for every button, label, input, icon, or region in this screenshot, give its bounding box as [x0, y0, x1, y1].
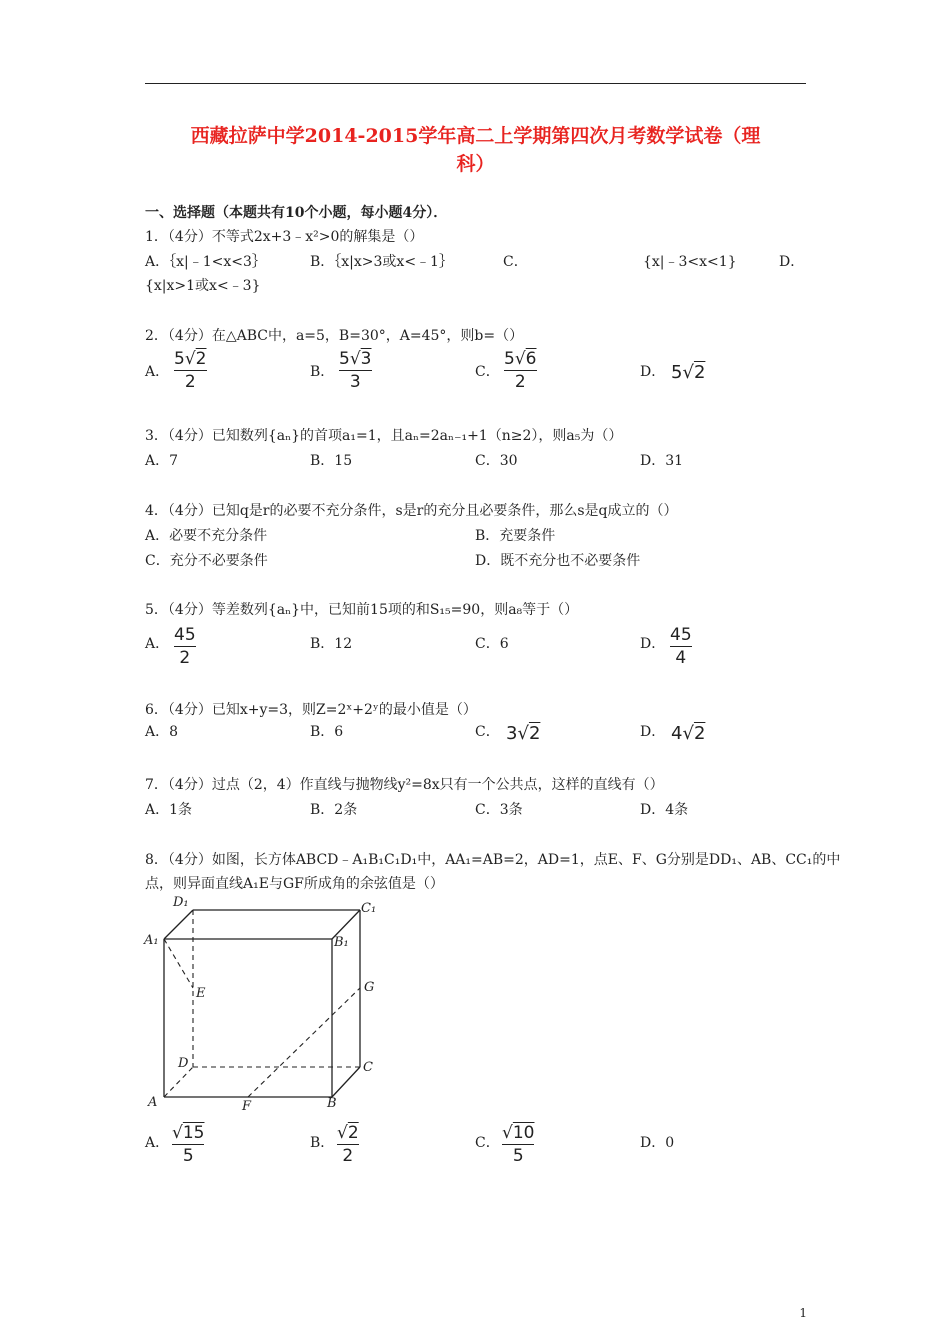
q4-stem: 4．（4分）已知q是r的必要不充分条件，s是r的充分且必要条件，那么s是q成立的（） [145, 503, 678, 519]
q5-option-b: B．12 [310, 636, 353, 652]
label-C1: C₁ [361, 901, 377, 916]
q6-stem: 6．（4分）已知x+y=3，则Z=2ˣ+2ʸ的最小值是（） [145, 702, 477, 718]
label-A1: A₁ [144, 933, 159, 948]
label-G: G [364, 980, 375, 995]
q8-option-c-fraction: √10 5 [502, 1123, 535, 1166]
q2-option-a-label: A． [145, 364, 170, 380]
label-A: A [148, 1095, 158, 1110]
q4-option-a: A．必要不充分条件 [145, 528, 268, 544]
q5-option-c: C．6 [475, 636, 509, 652]
q2-option-b-label: B． [310, 364, 335, 380]
q3-option-b: B．15 [310, 453, 353, 469]
q1-option-b: B．｛x|x>3或x<﹣1｝ [310, 254, 453, 270]
q3-stem: 3．（4分）已知数列{aₙ}的首项a₁=1，且aₙ=2aₙ₋₁+1（n≥2），则a₅为（） [145, 428, 623, 444]
q8-option-b-fraction: √2 2 [337, 1123, 359, 1166]
header-rule [145, 83, 806, 84]
q7-option-b: B．2条 [310, 802, 358, 818]
q8-option-a-fraction: √15 5 [172, 1123, 205, 1166]
q3-option-d: D．31 [640, 453, 684, 469]
q1-stem: 1．（4分）不等式2x+3﹣x²>0的解集是（） [145, 229, 424, 245]
q3-option-c: C．30 [475, 453, 518, 469]
label-D1: D₁ [173, 895, 189, 910]
q2-option-b-fraction: 5√3 3 [339, 349, 372, 392]
q2-option-c-label: C． [475, 364, 500, 380]
page-number: 1 [799, 1306, 807, 1320]
q8-option-d: D．0 [640, 1135, 675, 1151]
q2-option-a-fraction: 5√2 2 [174, 349, 207, 392]
q2-option-d-value: 5√2 [671, 362, 706, 383]
label-D: D [178, 1056, 189, 1071]
q8-stem-line2: 点，则异面直线A₁E与GF所成角的余弦值是（） [145, 876, 444, 892]
label-C: C [363, 1060, 373, 1075]
q6-option-a: A．8 [145, 724, 179, 740]
label-B1: B₁ [334, 935, 349, 950]
q2-option-d-label: D． [640, 364, 666, 380]
doc-title-line2: 科） [456, 153, 495, 175]
q1-option-d-label: D． [779, 254, 805, 270]
label-E: E [196, 986, 206, 1001]
q7-stem: 7．（4分）过点（2，4）作直线与抛物线y²=8x只有一个公共点，这样的直线有（） [145, 777, 664, 793]
q1-option-d: {x|x>1或x<﹣3} [145, 278, 261, 294]
q2-stem: 2．（4分）在△ABC中，a=5，B=30°，A=45°，则b=（） [145, 328, 524, 344]
label-B: B [327, 1096, 337, 1111]
section-heading: 一、选择题（本题共有10个小题，每小题4分）． [145, 205, 448, 221]
q6-option-d-label: D． [640, 724, 666, 740]
q5-option-a-fraction: 45 2 [174, 625, 196, 668]
q5-stem: 5．（4分）等差数列{aₙ}中，已知前15项的和S₁₅=90，则a₈等于（） [145, 602, 579, 618]
q8-option-c-label: C． [475, 1135, 500, 1151]
q8-option-b-label: B． [310, 1135, 335, 1151]
q6-option-c-label: C． [475, 724, 500, 740]
q1-option-c-label: C． [503, 254, 528, 270]
q5-option-d-label: D． [640, 636, 666, 652]
q6-option-c-value: 3√2 [506, 723, 541, 744]
q8-stem-line1: 8．（4分）如图，长方体ABCD﹣A₁B₁C₁D₁中，AA₁=AB=2，AD=1，点E、F、G分别是DD₁、AB、CC₁的中 [145, 852, 841, 868]
q5-option-d-fraction: 45 4 [670, 625, 692, 668]
q7-option-a: A．1条 [145, 802, 193, 818]
q4-option-c: C．充分不必要条件 [145, 553, 268, 569]
q7-option-d: D．4条 [640, 802, 689, 818]
q3-option-a: A．7 [145, 453, 179, 469]
q7-option-c: C．3条 [475, 802, 523, 818]
q4-option-d: D．既不充分也不必要条件 [475, 553, 641, 569]
q6-option-d-value: 4√2 [671, 723, 706, 744]
doc-title-line1: 西藏拉萨中学2014-2015学年高二上学期第四次月考数学试卷（理 [190, 125, 761, 147]
cuboid-figure [140, 893, 390, 1115]
q4-option-b: B．充要条件 [475, 528, 556, 544]
q1-option-a: A．｛x|﹣1<x<3｝ [145, 254, 266, 270]
q8-option-a-label: A． [145, 1135, 170, 1151]
q5-option-a-label: A． [145, 636, 170, 652]
label-F: F [242, 1099, 252, 1114]
q6-option-b: B．6 [310, 724, 344, 740]
q1-option-c: {x|﹣3<x<1} [643, 254, 737, 270]
q2-option-c-fraction: 5√6 2 [504, 349, 537, 392]
